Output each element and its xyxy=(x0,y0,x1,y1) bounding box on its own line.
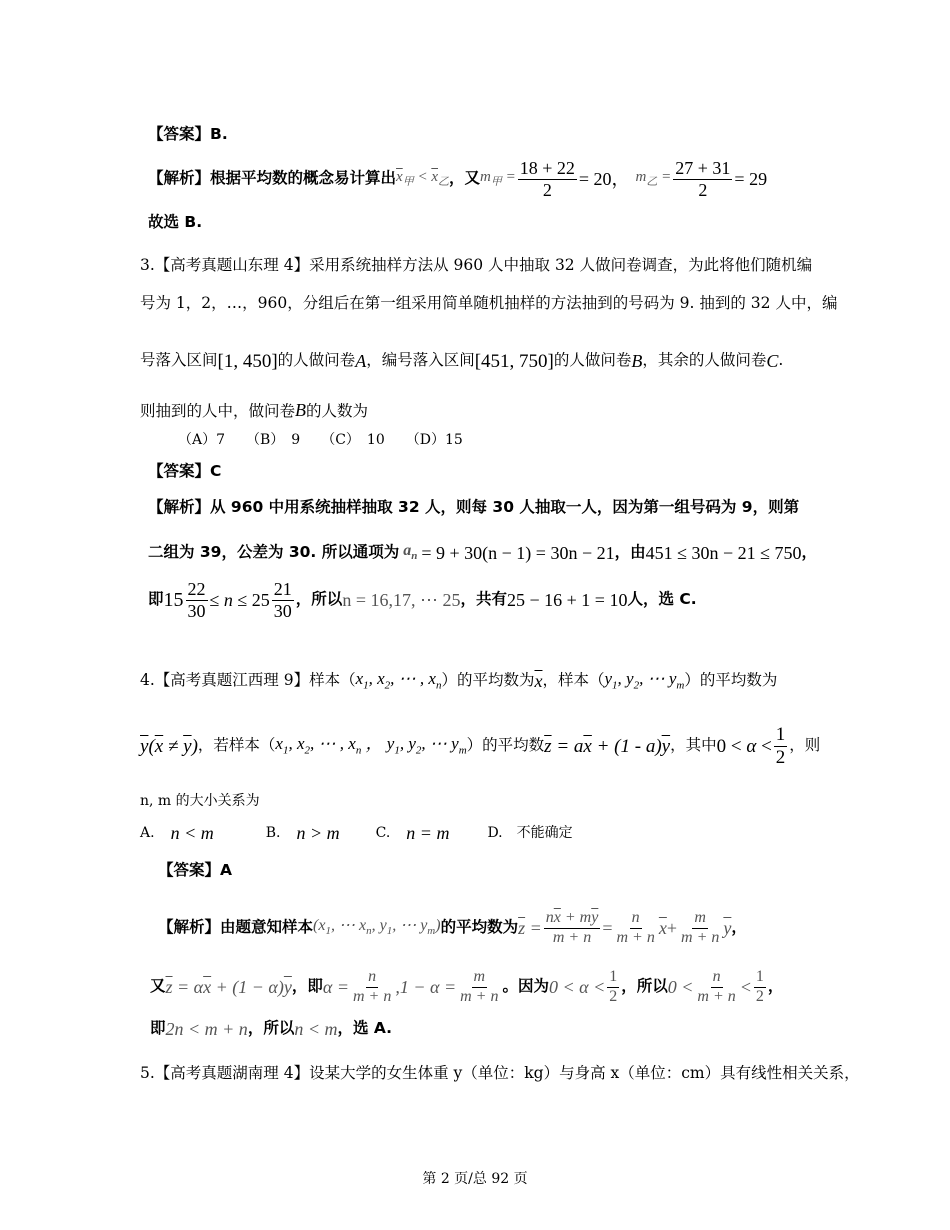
page-footer: 第 2 页/总 92 页 xyxy=(422,1171,528,1187)
q3-line1: 3.【高考真题山东理 4】采用系统抽样方法从 960 人中抽取 32 人做问卷调查，为此将他们随机编 xyxy=(140,256,813,274)
formula-inequality: 451 ≤ 30n − 21 ≤ 750 xyxy=(645,543,802,563)
q3-line4: 则抽到的人中，做问卷B的人数为 xyxy=(140,400,369,420)
q3-analysis2: 二组为 39，公差为 30. 所以通项为 $a_n$ = 9 + 30(n − 1) = 30n − 21 ，由 451 ≤ 30n − 21 ≤ 750 ， xyxy=(148,542,818,563)
interval-1: [1, 450] xyxy=(217,350,278,372)
m-jia: $m_甲$ = xyxy=(480,169,516,188)
q2-conclusion: 故选 B. xyxy=(148,213,203,231)
q5-line1: 5.【高考真题湖南理 4】设某大学的女生体重 y（单位：kg）与身高 x（单位：cm）具有线性相关关系， xyxy=(140,1064,860,1082)
q4-analysis1: 【解析】 由题意知样本 ($x_1$, ⋯ $x_n$, $y_1$, ⋯ $y_m$) 的平均数为 $\overline{z}$ = $\frac{n\overline{x} + m\overline{y}}{m + n}$ = $\frac{n}{m + n}$ $\overline{x}$ + $\frac{m}{m + n}$ $\overline{y}$ ， xyxy=(158,909,747,946)
fraction-1: $\frac{18 + 22}{2}$ xyxy=(519,157,575,200)
interval-2: [451, 750] xyxy=(474,350,554,372)
analysis-label: 【解析】 xyxy=(148,169,211,188)
q4-answer: 【答案】A xyxy=(158,861,232,879)
q4-options: A. n < m B. n > m C. n = m D. 不能确定 xyxy=(140,823,573,843)
formula-count: 25 − 16 + 1 = 10 xyxy=(506,590,628,610)
fraction-2: $\frac{27 + 31}{2}$ xyxy=(675,157,731,200)
formula-an: = 9 + 30(n − 1) = 30n − 21 xyxy=(421,543,615,563)
q4-line2: $\overline{y}(\overline{x} \ne \overline{y})$ ，若样本（ $x_1$, $x_2$, ⋯ , $x_n$ ， $y_1$, $y_2$, ⋯ $y_m$ ）的平均数 $\overline{z} = a\overline{x} + (1 - a)\overline{y}$ ，其中 0 < α < $\frac{1}{2}$ ，则 xyxy=(140,723,821,768)
q3-answer: 【答案】C xyxy=(148,462,222,480)
q4-analysis3: 即 2n < m + n ，所以 n < m ，选 A. xyxy=(150,1019,393,1039)
q3-line2: 号为 1，2，…，960，分组后在第一组采用简单随机抽样的方法抽到的号码为 9. 抽到的 32 人中，编 xyxy=(140,294,838,312)
formula-n-range: n = 16,17, ⋯ 25 xyxy=(342,590,461,610)
m-yi: $m_乙$ = xyxy=(635,169,672,188)
q2-answer: 【答案】B. xyxy=(148,125,228,143)
analysis-text: 根据平均数的概念易计算出 xyxy=(210,169,397,188)
q4-analysis2: 又 $\overline{z} = \alpha\overline{x} + (1 - \alpha)\overline{y}$ ，即 α = $\frac{n}{m + n}$ ,1 − α = $\frac{m}{m + n}$ 。因为 0 < α < $\frac{1}{2}$ ，所以 0 < $\frac{n}{m + n}$ < $\frac{1}{2}$ ， xyxy=(150,968,784,1005)
q3-line3: 号落入区间 [1, 450] 的人做问卷 A ，编号落入区间 [451, 750] 的人做问卷 B ，其余的人做问卷 C . xyxy=(140,350,784,372)
q4-line3: n, m 的大小关系为 xyxy=(140,793,260,809)
q4-line1: 4.【高考真题江西理 9】样本（ $x_1$, $x_2$, ⋯ , $x_n$ ）的平均数为 $\overline{x}$ ，样本（ $y_1$, $y_2$, ⋯ $y_m$ ）的平均数为 xyxy=(140,669,778,692)
q2-analysis: 【解析】 根据平均数的概念易计算出 $\overline{x}_甲 < \overline{x}_乙$ ，又 $m_甲$ = $\frac{18 + 22}{2}$ = 20， $m_乙$ = $\frac{27 + 31}{2}$ = 29 xyxy=(148,157,768,200)
q3-analysis1: 【解析】从 960 中用系统抽样抽取 32 人，则每 30 人抽取一人，因为第一组号码为 9，则第 xyxy=(148,498,800,516)
q3-analysis3: 即 15 $\frac{22}{30}$ ≤ n ≤ 25 $\frac{21}{30}$ ，所以 n = 16,17, ⋯ 25 ，共有 25 − 16 + 1 = 10 人，选 C. xyxy=(148,578,697,621)
q3-options: （A）7 （B） 9 （C） 10 （D）15 xyxy=(178,432,463,448)
mean-comparison: $\overline{x}_甲 < \overline{x}_乙$ xyxy=(396,169,449,188)
